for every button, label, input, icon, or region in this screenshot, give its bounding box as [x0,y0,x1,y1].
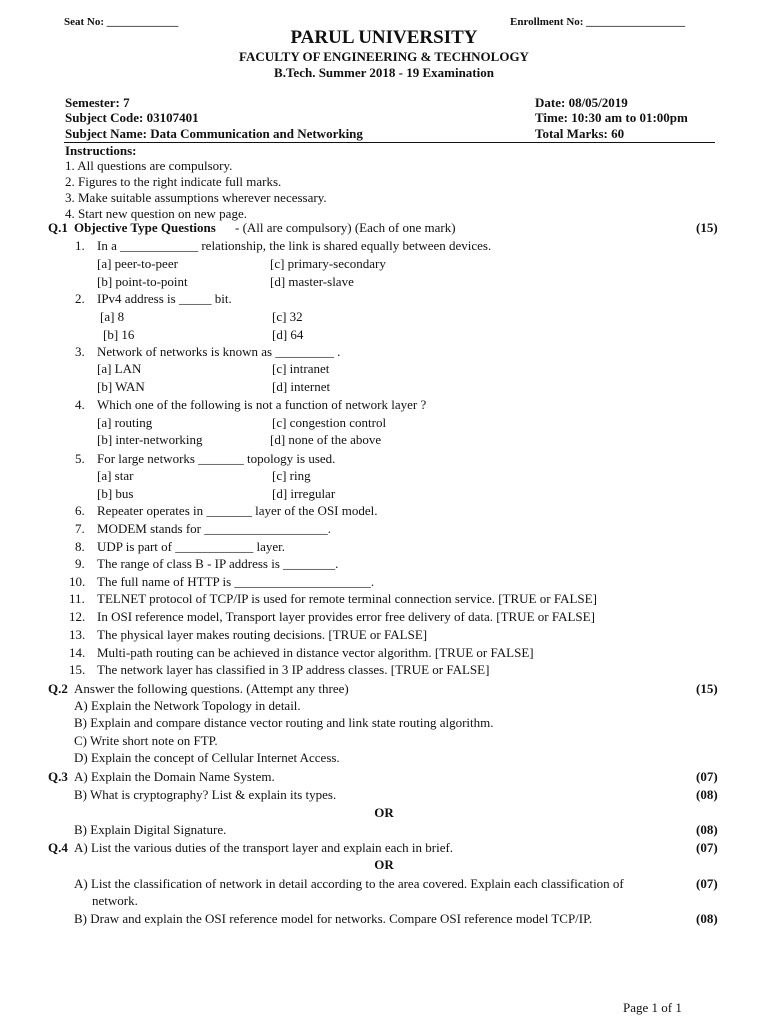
q1-item-text: For large networks _______ topology is used. [97,451,336,466]
subject-code: Subject Code: 03107401 [65,110,199,125]
q4-part-a-alt-line1: A) List the classification of network in detail according to the area covered. Explain each classification of [74,876,624,891]
q4-part-a-marks: (07) [696,840,718,855]
subject-name: Subject Name: Data Communication and Networking [65,126,363,141]
q1-item-num: 14. [69,645,86,660]
q1-item-text: In OSI reference model, Transport layer provides error free delivery of data. [TRUE or FALSE] [97,609,595,624]
q2-title: Answer the following questions. (Attempt any three) [74,681,349,696]
q4-part-b-marks: (08) [696,911,718,926]
q2-item: B) Explain and compare distance vector routing and link state routing algorithm. [74,715,494,730]
q1-item-num: 8. [75,539,85,554]
exam-time: Time: 10:30 am to 01:00pm [535,110,688,125]
option-a: [a] 8 [100,309,125,324]
university-title: PARUL UNIVERSITY [290,27,478,48]
q3-part-b-alt: B) Explain Digital Signature. [74,822,227,837]
q4-part-a-alt-line2: network. [92,893,138,908]
q1-item-num: 4. [75,397,85,412]
q1-item-text: Network of networks is known as _________ . [97,344,341,359]
q2-item: D) Explain the concept of Cellular Internet Access. [74,750,340,765]
q1-item-text: TELNET protocol of TCP/IP is used for remote terminal connection service. [TRUE or FALSE] [97,591,597,606]
option-d: [d] none of the above [270,432,382,447]
q2-item: C) Write short note on FTP. [74,733,218,748]
q4-label: Q.4 [48,840,68,855]
option-a: [a] peer-to-peer [97,256,178,271]
q4-part-a-alt-marks: (07) [696,876,718,891]
q1-item-num: 15. [69,662,86,677]
q1-item-num: 9. [75,556,85,571]
q1-item-num: 7. [75,521,85,536]
q1-item-text: The range of class B - IP address is ________. [97,556,339,571]
option-b: [b] bus [97,486,134,501]
option-c: [c] primary-secondary [270,256,386,271]
q1-item-num: 5. [75,451,85,466]
q1-item-num: 1. [75,238,85,253]
option-d: [d] 64 [272,327,304,342]
q4-part-a: A) List the various duties of the transport layer and explain each in brief. [74,840,454,855]
header-divider [64,142,715,143]
q1-item-text: UDP is part of ____________ layer. [97,539,285,554]
q1-item-text: MODEM stands for ___________________. [97,521,331,536]
q1-item-text: Repeater operates in _______ layer of the OSI model. [97,503,378,518]
exam-title: B.Tech. Summer 2018 - 19 Examination [274,65,494,80]
q3-label: Q.3 [48,769,68,784]
q1-item-num: 11. [69,591,85,606]
faculty-title: FACULTY OF ENGINEERING & TECHNOLOGY [239,49,529,64]
option-d: [d] master-slave [270,274,354,289]
q1-marks: (15) [696,220,718,235]
option-b: [b] 16 [103,327,135,342]
q1-item-text: IPv4 address is _____ bit. [97,291,232,306]
q1-item-text: Which one of the following is not a function of network layer ? [97,397,427,412]
option-b: [b] inter-networking [97,432,203,447]
q3-or: OR [374,805,394,820]
q1-item-num: 6. [75,503,85,518]
page-number: Page 1 of 1 [623,1000,682,1015]
option-d: [d] irregular [272,486,336,501]
q1-item-text: Multi-path routing can be achieved in distance vector algorithm. [TRUE or FALSE] [97,645,534,660]
instructions-title: Instructions: [65,143,137,158]
option-b: [b] WAN [97,379,145,394]
q1-note: - (All are compulsory) (Each of one mark) [235,220,456,235]
q3-part-a-marks: (07) [696,769,718,784]
q3-part-a: A) Explain the Domain Name System. [74,769,275,784]
q3-part-b: B) What is cryptography? List & explain its types. [74,787,337,802]
instruction-item: 2. Figures to the right indicate full marks. [65,174,282,189]
q4-part-b: B) Draw and explain the OSI reference model for networks. Compare OSI reference model TCP/IP. [74,911,593,926]
q1-label: Q.1 [48,220,68,235]
semester: Semester: 7 [65,95,130,110]
option-a: [a] LAN [97,361,142,376]
q1-item-num: 12. [69,609,86,624]
q2-marks: (15) [696,681,718,696]
q1-item-num: 3. [75,344,85,359]
q1-item-text: In a ____________ relationship, the link is shared equally between devices. [97,238,492,253]
q1-item-text: The network layer has classified in 3 IP address classes. [TRUE or FALSE] [97,662,490,677]
enrollment-no: Enrollment No: __________________ [510,16,686,28]
option-b: [b] point-to-point [97,274,188,289]
q1-item-text: The full name of HTTP is _____________________. [97,574,375,589]
option-c: [c] congestion control [272,415,387,430]
q3-part-b-alt-marks: (08) [696,822,718,837]
q1-item-num: 10. [69,574,86,589]
option-a: [a] routing [97,415,153,430]
q1-item-num: 13. [69,627,86,642]
q1-item-num: 2. [75,291,85,306]
q2-label: Q.2 [48,681,68,696]
seat-no: Seat No: _____________ [64,16,179,28]
total-marks: Total Marks: 60 [535,126,625,141]
option-c: [c] intranet [272,361,330,376]
q3-part-b-marks: (08) [696,787,718,802]
instruction-item: 1. All questions are compulsory. [65,158,233,173]
option-a: [a] star [97,468,134,483]
q1-title: Objective Type Questions [74,220,216,235]
instruction-item: 4. Start new question on new page. [65,206,247,221]
exam-date: Date: 08/05/2019 [535,95,628,110]
instruction-item: 3. Make suitable assumptions wherever necessary. [65,190,327,205]
q2-item: A) Explain the Network Topology in detail. [74,698,301,713]
q4-or: OR [374,857,394,872]
q1-item-text: The physical layer makes routing decisions. [TRUE or FALSE] [97,627,428,642]
option-d: [d] internet [272,379,331,394]
option-c: [c] 32 [272,309,303,324]
option-c: [c] ring [272,468,311,483]
